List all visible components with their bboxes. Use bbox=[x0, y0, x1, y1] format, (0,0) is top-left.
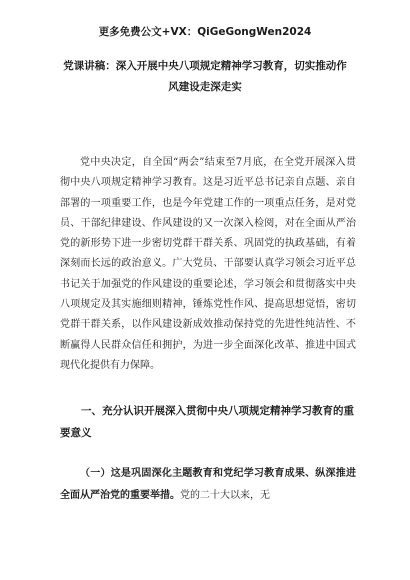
intro-paragraph: 党中央决定，自全国“两会”结束至7月底，在全党开展深入贯彻中央八项规定精神学习教育。这是习近平总书记亲自点题、亲自部署的一项重要工作，也是今年党建工作的一项重点任务，是对党员、干部纪律建设、作风建设的又一次深入检阅，对在全面从严治党的新形势下进一步密切党群干群关系、巩固党的执政基础，有着深刻而长远的政治意义。广大党员、干部要认真学习领会习近平总书记关于加强党的作风建设的重要论述，学习领会和贯彻落实中央八项规定及其实施细则精神，锤炼党性作风、提高思想觉悟，密切党群干群关系，以作风建设新成效推动保持党的先进性纯洁性、不断赢得人民群众信任和拥护，为进一步全面深化改革、推进中国式现代化提供有力保障。 bbox=[60, 157, 356, 371]
subsection-paragraph-1 bbox=[60, 463, 356, 507]
subsection-lead: （一）这是巩固深化主题教育和党纪学习教育成果、纵深推进全面从严治党的重要举措。 bbox=[60, 468, 356, 501]
page-header: 更多免费公文+VX：QiGeGongWen2024 bbox=[98, 26, 312, 38]
section-heading-1: 一、充分认识开展深入贯彻中央八项规定精神学习教育的重要意义 bbox=[60, 405, 354, 439]
subsection-text: 党的二十大以来，无 bbox=[180, 490, 270, 501]
document-title: 党课讲稿：深入开展中央八项规定精神学习教育，切实推动作风建设走深走实 bbox=[63, 60, 347, 93]
